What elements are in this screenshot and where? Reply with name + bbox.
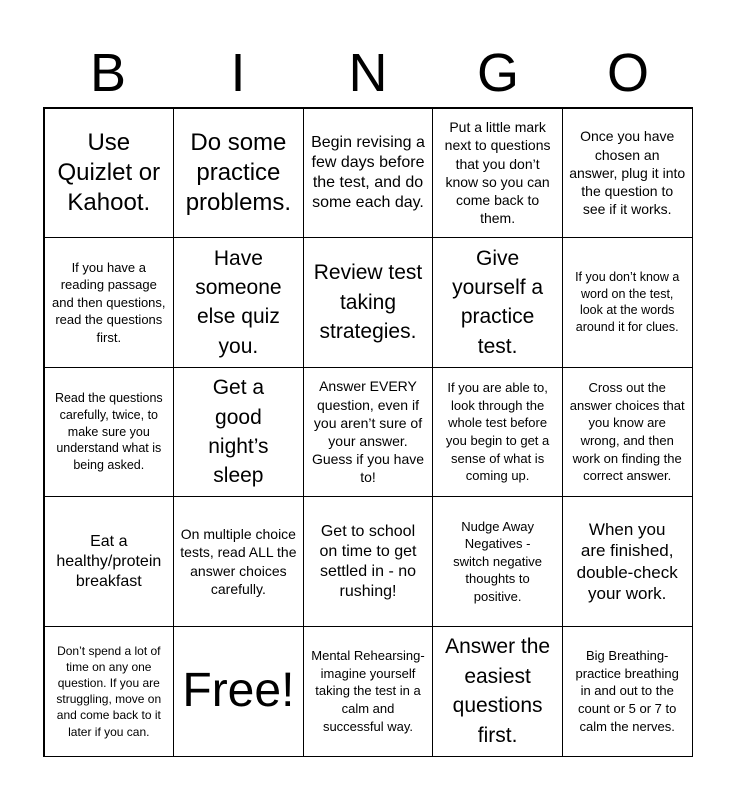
cell-text: Put a little mark next to questions that you don’t know so you can come back to them. (444, 119, 551, 227)
bingo-header (43, 40, 693, 106)
cell-text: If you have a reading passage and then questions, read the questions first. (52, 259, 166, 345)
cell-text: Begin revising a few days before the test, and do some each day. (311, 133, 425, 211)
bingo-cell[interactable] (173, 367, 304, 498)
cell-text: Mental Rehearsing- imagine yourself taking the test in a calm and successful way. (311, 648, 425, 734)
header-letter-n: N (348, 43, 388, 103)
bingo-cell[interactable] (432, 626, 563, 757)
bingo-cell[interactable] (562, 237, 693, 368)
cell-text: Review test taking strategies. (313, 261, 423, 344)
cell-text: Don’t spend a lot of time on any one question. If you are struggling, move on and come back to it later if you can. (56, 643, 162, 739)
cell-text: When you are finished, double-check your work. (576, 520, 678, 603)
cell-text: Get to school on time to get settled in - no rushing! (319, 522, 417, 600)
bingo-cell[interactable] (303, 108, 434, 239)
bingo-cell[interactable] (432, 237, 563, 368)
cell-text: Answer the easiest questions first. (445, 635, 551, 747)
bingo-cell[interactable] (562, 367, 693, 498)
bingo-cell[interactable] (173, 108, 304, 239)
cell-text: Use Quizlet or Kahoot. (57, 128, 161, 216)
bingo-cell[interactable] (44, 367, 175, 498)
bingo-cell[interactable] (173, 496, 304, 627)
bingo-cell[interactable] (303, 367, 434, 498)
header-letter-b: B (89, 43, 127, 103)
cell-text: Answer EVERY question, even if you aren’t sure of your answer. Guess if you have to! (311, 378, 425, 486)
cell-text: Have someone else quiz you. (195, 246, 282, 358)
bingo-cell[interactable] (303, 626, 434, 757)
cell-text: Do some practice problems. (185, 128, 292, 216)
bingo-cell[interactable] (562, 108, 693, 239)
cell-text: Nudge Away Negatives - switch negative thoughts to positive. (453, 518, 543, 604)
cell-text: Read the questions carefully, twice, to make sure you understand what is being asked. (54, 390, 163, 473)
cell-text: Once you have chosen an answer, plug it into the question to see if it works. (569, 128, 686, 218)
bingo-cell[interactable] (562, 626, 693, 757)
bingo-cell[interactable] (562, 496, 693, 627)
bingo-cell[interactable] (44, 237, 175, 368)
bingo-cell-free[interactable] (173, 626, 304, 757)
cell-text: Give yourself a practice test. (452, 246, 544, 358)
cell-text: On multiple choice tests, read ALL the answer choices carefully. (180, 526, 297, 597)
bingo-cell[interactable] (303, 237, 434, 368)
bingo-cell[interactable] (432, 367, 563, 498)
bingo-cell[interactable] (303, 496, 434, 627)
cell-text: Get a good night’s sleep (208, 376, 269, 488)
header-letter-i: I (230, 43, 246, 103)
bingo-board (43, 107, 693, 757)
cell-text: Eat a healthy/protein breakfast (56, 532, 162, 590)
bingo-cell[interactable] (432, 108, 563, 239)
bingo-cell[interactable] (44, 496, 175, 627)
bingo-cell[interactable] (44, 626, 175, 757)
bingo-cell[interactable] (432, 496, 563, 627)
header-letter-g: G (476, 43, 519, 103)
free-space-text: Free! (182, 664, 295, 718)
bingo-cell[interactable] (173, 237, 304, 368)
header-letter-o: O (606, 43, 649, 103)
cell-text: If you don’t know a word on the test, look at the words around it for clues. (575, 269, 680, 335)
cell-text: If you are able to, look through the whole test before you begin to get a sense of what is coming up. (445, 380, 550, 484)
bingo-cell[interactable] (44, 108, 175, 239)
cell-text: Cross out the answer choices that you know are wrong, and then work on finding the correct answer. (569, 380, 685, 484)
cell-text: Big Breathing- practice breathing in and out to the count or 5 or 7 to calm the nerves. (575, 648, 679, 734)
